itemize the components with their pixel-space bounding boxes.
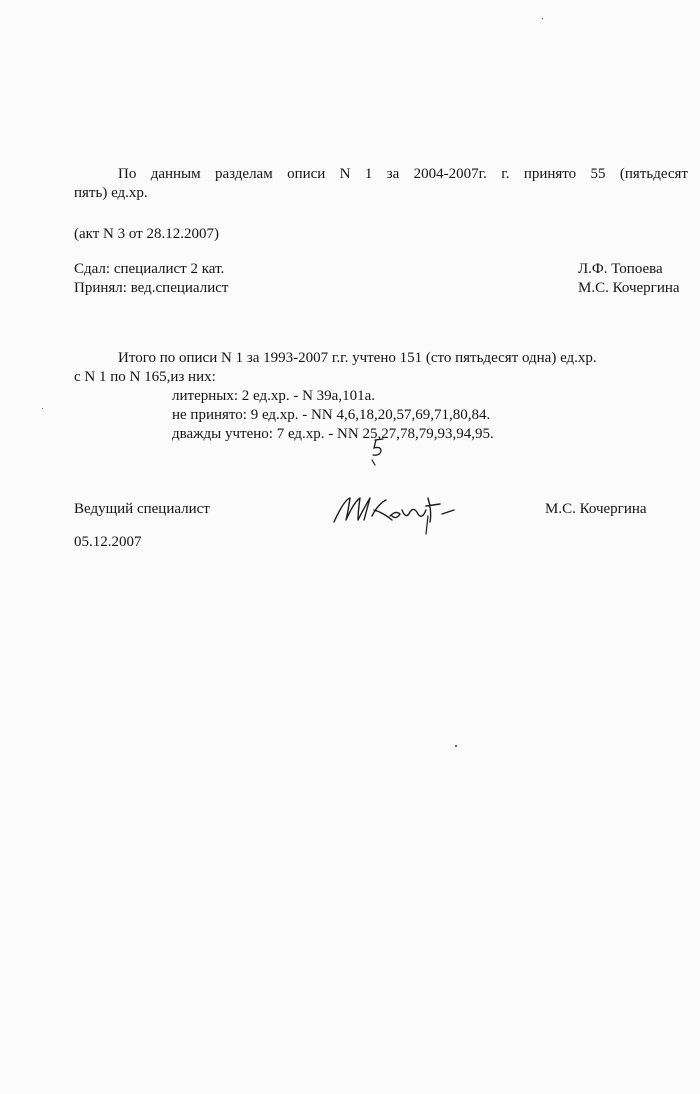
double-counted-items: дважды учтено: 7 ед.хр. - NN 25,27,78,79,93,94,95. bbox=[172, 426, 494, 442]
scan-speck bbox=[455, 745, 457, 747]
signoff-name: М.С. Кочергина bbox=[545, 501, 647, 517]
handwritten-correction-mark bbox=[369, 438, 389, 466]
received-name: М.С. Кочергина bbox=[578, 280, 680, 296]
gave-label: Сдал: специалист 2 кат. bbox=[74, 261, 225, 277]
signoff-position: Ведущий специалист bbox=[74, 501, 210, 517]
act-reference: (акт N 3 от 28.12.2007) bbox=[74, 226, 219, 242]
not-accepted-items: не принято: 9 ед.хр. - NN 4,6,18,20,57,69,71,80,84. bbox=[172, 407, 491, 423]
totals-line-2: с N 1 по N 165,из них: bbox=[74, 369, 216, 385]
received-label: Принял: вед.специалист bbox=[74, 280, 229, 296]
scan-speck bbox=[542, 18, 543, 19]
signoff-date: 05.12.2007 bbox=[74, 534, 142, 550]
handwritten-signature bbox=[330, 486, 470, 538]
scan-speck bbox=[42, 408, 43, 409]
gave-name: Л.Ф. Топоева bbox=[578, 261, 663, 277]
acceptance-line-2: пять) ед.хр. bbox=[74, 185, 148, 201]
acceptance-line-1: По данным разделам описи N 1 за 2004-2007г. г. принято 55 (пятьдесят bbox=[118, 166, 688, 182]
totals-line-1: Итого по описи N 1 за 1993-2007 г.г. учтено 151 (сто пятьдесят одна) ед.хр. bbox=[118, 350, 597, 366]
literal-items: литерных: 2 ед.хр. - N 39а,101а. bbox=[172, 388, 375, 404]
